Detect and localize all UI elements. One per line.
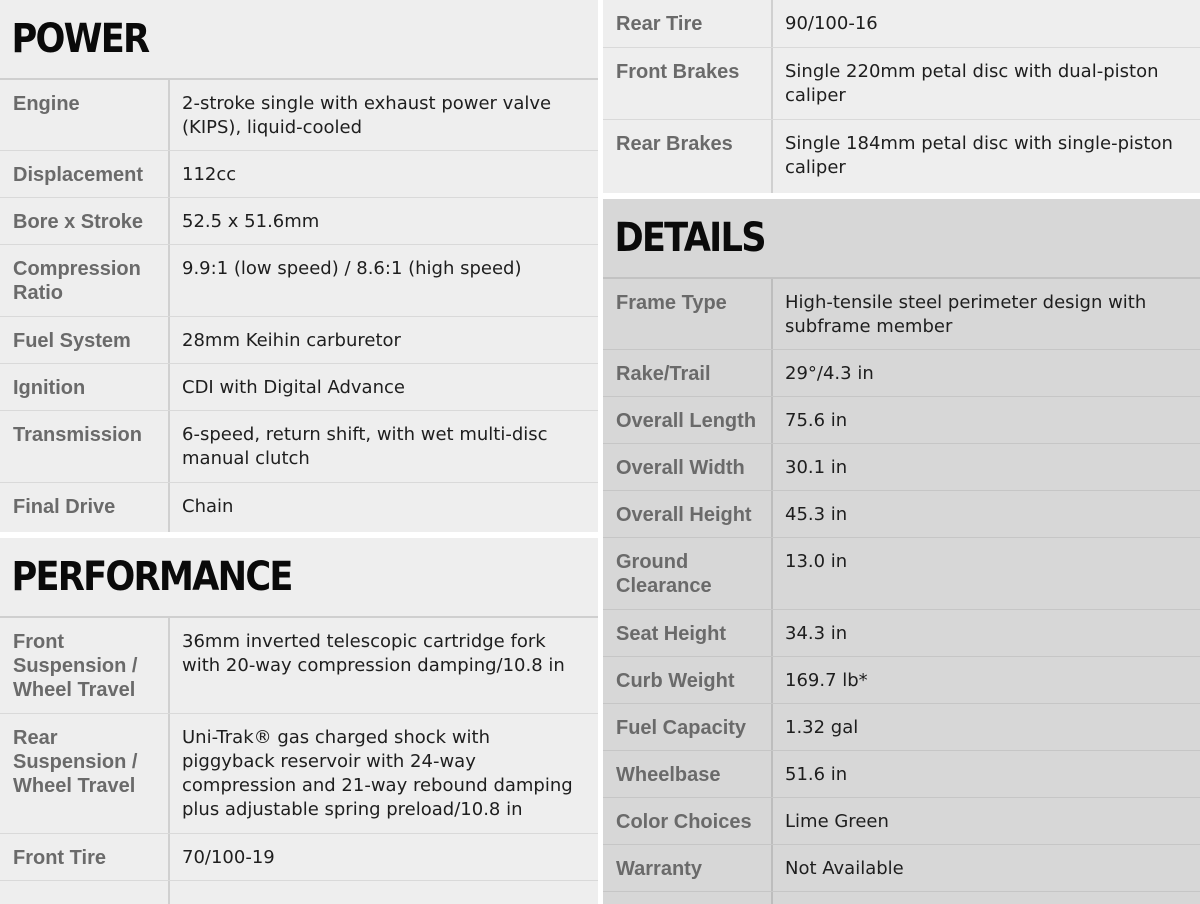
spec-row [0, 618, 598, 714]
spec-row [0, 245, 598, 317]
performance-panel [0, 538, 598, 904]
spec-row [603, 120, 1200, 193]
spec-value: 112cc [182, 164, 237, 185]
spec-value: Single 220mm petal disc with dual-piston caliper [785, 61, 1159, 106]
details-panel [603, 199, 1200, 904]
spec-value: 52.5 x 51.6mm [182, 211, 320, 232]
spec-row [0, 714, 598, 834]
spec-value: Lime Green [785, 811, 889, 832]
spec-value: 30.1 in [785, 457, 848, 478]
spec-label: Fuel Capacity [603, 704, 773, 750]
spec-row [603, 279, 1200, 350]
spec-label: Rear Brakes [603, 120, 773, 193]
spec-value-empty [773, 892, 1200, 904]
spec-row-empty [603, 892, 1200, 904]
spec-value: 36mm inverted telescopic cartridge fork with 20-way compression damping/10.8 in [182, 631, 565, 676]
spec-row [0, 483, 598, 532]
spec-row [0, 411, 598, 483]
spec-label: Wheelbase [603, 751, 773, 797]
spec-row [603, 845, 1200, 892]
spec-row [603, 704, 1200, 751]
spec-value: 169.7 lb* [785, 670, 868, 691]
spec-label-empty [0, 881, 170, 904]
spec-row [0, 834, 598, 881]
spec-label: Overall Length [603, 397, 773, 443]
power-panel [0, 0, 598, 532]
spec-value-empty [170, 881, 598, 904]
spec-label: Ignition [0, 364, 170, 410]
spec-value: 28mm Keihin carburetor [182, 330, 401, 351]
spec-label: Transmission [0, 411, 170, 482]
spec-label: Compression Ratio [0, 245, 170, 316]
spec-row-empty [0, 881, 598, 904]
spec-value: Not Available [785, 858, 904, 879]
spec-value: 70/100-19 [182, 847, 275, 868]
spec-row [0, 317, 598, 364]
spec-row [603, 444, 1200, 491]
spec-row [0, 151, 598, 198]
spec-label: Rear Suspension / Wheel Travel [0, 714, 170, 833]
spec-value: CDI with Digital Advance [182, 377, 405, 398]
spec-label: Front Tire [0, 834, 170, 880]
spec-label: Overall Height [603, 491, 773, 537]
spec-value: 1.32 gal [785, 717, 859, 738]
spec-value: Uni-Trak® gas charged shock with piggyback reservoir with 24-way compression and 21-way rebound damping plus adjustable spring preload/10.8 in [182, 727, 573, 820]
spec-row [603, 538, 1200, 610]
spec-row [0, 198, 598, 245]
spec-row [603, 48, 1200, 120]
details-title: DETAILS [614, 215, 765, 261]
spec-value: 45.3 in [785, 504, 848, 525]
spec-label: Rake/Trail [603, 350, 773, 396]
spec-value: 13.0 in [785, 551, 848, 572]
spec-label: Ground Clearance [603, 538, 773, 609]
spec-value: 6-speed, return shift, with wet multi-disc manual clutch [182, 424, 548, 469]
spec-row [603, 657, 1200, 704]
spec-label: Frame Type [603, 279, 773, 349]
spec-value: Single 184mm petal disc with single-piston caliper [785, 133, 1173, 178]
spec-value: High-tensile steel perimeter design with subframe member [785, 292, 1147, 337]
spec-row [0, 80, 598, 151]
spec-value: 51.6 in [785, 764, 848, 785]
spec-value: 9.9:1 (low speed) / 8.6:1 (high speed) [182, 258, 522, 279]
spec-value: 29°/4.3 in [785, 363, 874, 384]
spec-label: Seat Height [603, 610, 773, 656]
spec-label: Engine [0, 80, 170, 150]
spec-label: Front Brakes [603, 48, 773, 119]
spec-row [603, 610, 1200, 657]
power-title: POWER [11, 16, 149, 62]
spec-row [603, 491, 1200, 538]
spec-label: Curb Weight [603, 657, 773, 703]
spec-label: Overall Width [603, 444, 773, 490]
spec-row [603, 0, 1200, 48]
spec-label-empty [603, 892, 773, 904]
spec-label: Rear Tire [603, 0, 773, 47]
spec-row [603, 751, 1200, 798]
spec-value: 90/100-16 [785, 13, 878, 34]
spec-row [0, 364, 598, 411]
chassis-panel [603, 0, 1200, 193]
spec-label: Final Drive [0, 483, 170, 532]
performance-title: PERFORMANCE [11, 554, 292, 600]
spec-label: Warranty [603, 845, 773, 891]
spec-label: Front Suspension / Wheel Travel [0, 618, 170, 713]
spec-value: 2-stroke single with exhaust power valve (KIPS), liquid-cooled [182, 93, 552, 138]
spec-row [603, 798, 1200, 845]
spec-label: Color Choices [603, 798, 773, 844]
spec-label: Displacement [0, 151, 170, 197]
spec-row [603, 397, 1200, 444]
spec-value: 34.3 in [785, 623, 848, 644]
spec-label: Fuel System [0, 317, 170, 363]
spec-value: 75.6 in [785, 410, 848, 431]
spec-value: Chain [182, 496, 234, 517]
spec-row [603, 350, 1200, 397]
spec-label: Bore x Stroke [0, 198, 170, 244]
